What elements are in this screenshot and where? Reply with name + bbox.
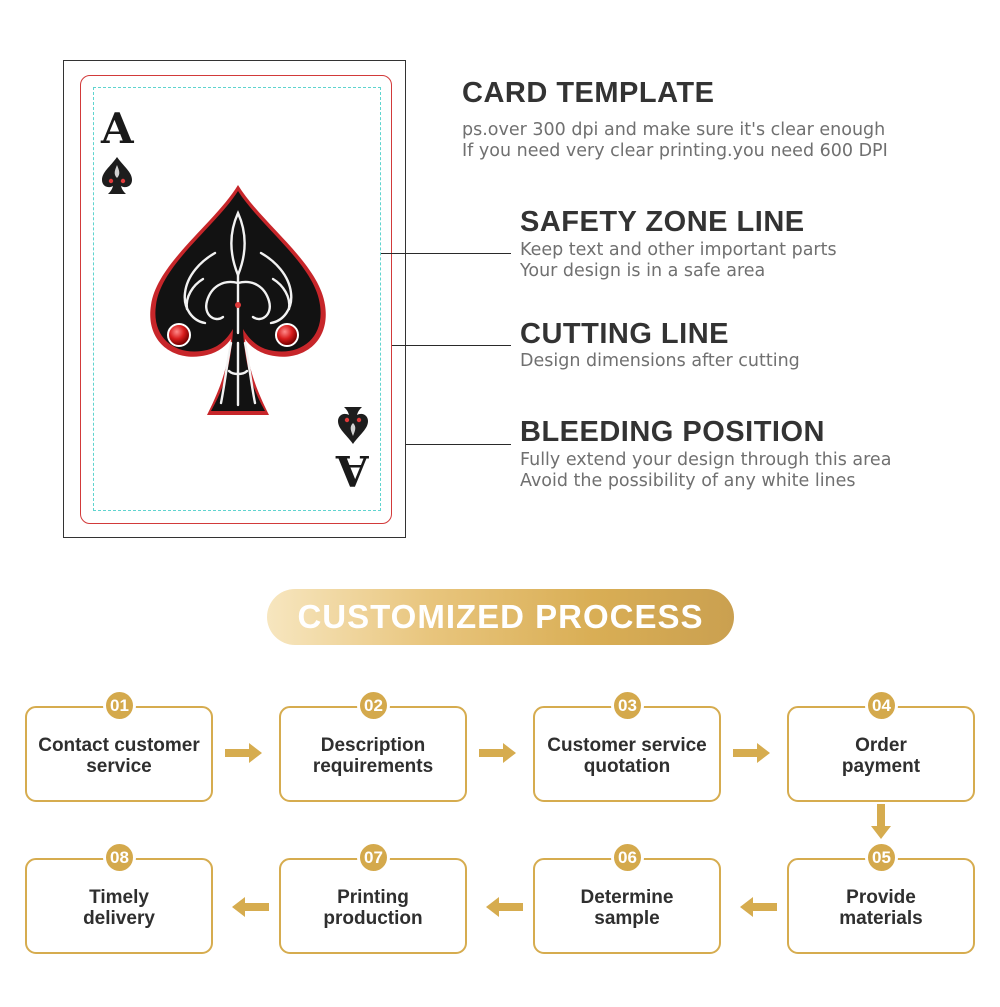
arrow-right-icon [225,742,263,764]
arrow-down-icon [870,804,892,840]
step-number-badge: 08 [103,841,136,874]
safety-zone-title: SAFETY ZONE LINE [520,206,805,238]
step-number-badge: 06 [611,841,644,874]
bleeding-position-title: BLEEDING POSITION [520,416,825,448]
card-rank-bottom: A [336,446,369,495]
cutting-line-description-line: Design dimensions after cutting [520,351,800,371]
arrow-left-icon [231,896,269,918]
ace-of-spades-emblem-icon [145,183,331,419]
step-number-badge: 02 [357,689,390,722]
arrow-right-icon [733,742,771,764]
bleeding-position-description-line: Avoid the possibility of any white lines [520,471,856,491]
step-number-badge: 01 [103,689,136,722]
bleeding-position-description-line: Fully extend your design through this area [520,450,892,470]
spade-icon [100,155,134,195]
card-template-note-line: ps.over 300 dpi and make sure it's clear enough [462,120,886,140]
bleeding-position-description [520,450,891,492]
process-step-label: Contact customer service [38,735,200,777]
process-step-label: Description requirements [312,735,434,777]
cutting-line-title: CUTTING LINE [520,318,729,350]
card-rank-top: A [101,104,134,153]
customized-process-banner: CUSTOMIZED PROCESS [267,589,734,645]
safety-zone-description [520,240,837,282]
process-step-label: Determine sample [580,887,674,929]
safety-zone-pointer [381,253,511,254]
process-step-label: Customer service quotation [547,735,707,777]
card-template-title: CARD TEMPLATE [462,77,715,109]
cutting-line-description [520,351,800,372]
process-step-label: Provide materials [839,887,923,929]
process-step-label: Printing production [323,887,423,929]
arrow-left-icon [739,896,777,918]
step-number-badge: 03 [611,689,644,722]
card-template-note-line: If you need very clear printing.you need 600 DPI [462,141,888,161]
bleeding-position-pointer [406,444,511,445]
step-number-badge: 04 [865,689,898,722]
safety-zone-description-line: Keep text and other important parts [520,240,837,260]
step-number-badge: 05 [865,841,898,874]
step-number-badge: 07 [357,841,390,874]
process-step-label: Order payment [841,735,921,777]
safety-zone-description-line: Your design is in a safe area [520,261,766,281]
process-step-label: Timely delivery [83,887,155,929]
card-template-note [462,120,888,162]
arrow-right-icon [479,742,517,764]
cutting-line-pointer [392,345,511,346]
spade-icon [336,406,370,446]
arrow-left-icon [485,896,523,918]
